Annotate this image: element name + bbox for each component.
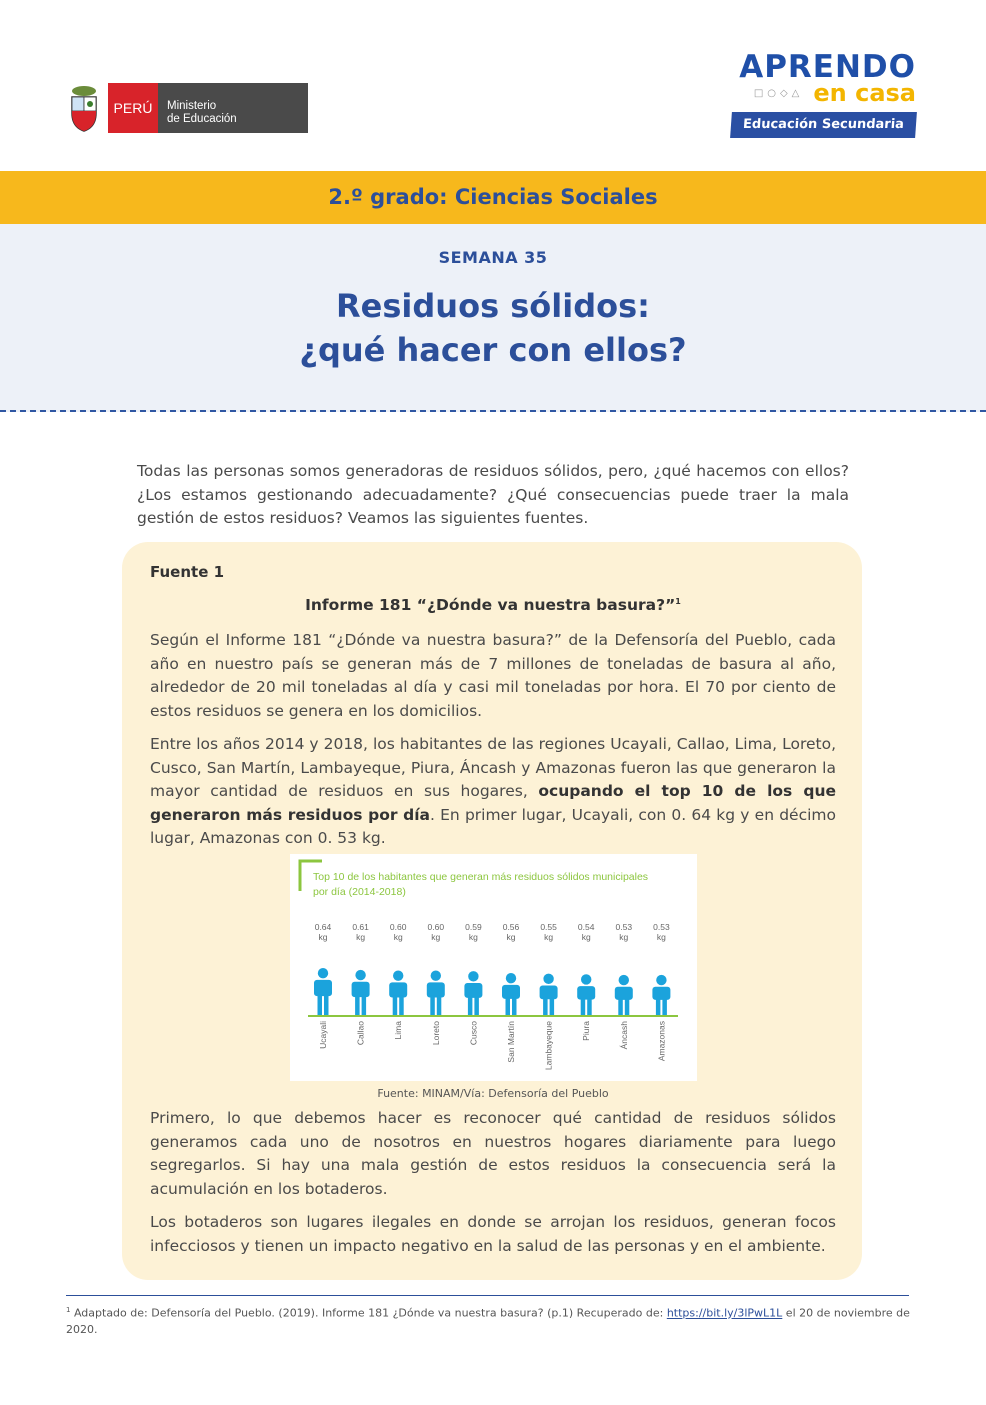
category-label: Callao xyxy=(355,1021,366,1046)
person-figure-leg xyxy=(437,996,442,1015)
person-figure-torso xyxy=(615,987,633,1000)
footnote-ref: 1 xyxy=(675,596,681,606)
value-label: 0.60 xyxy=(389,922,407,932)
person-figure-leg xyxy=(625,998,630,1015)
person-figure-head xyxy=(318,968,328,978)
aprendo-en-casa-logo xyxy=(716,50,916,138)
category-label: Cusco xyxy=(468,1021,479,1046)
source-paragraph-2 xyxy=(150,733,836,851)
person-figure-leg xyxy=(362,995,367,1015)
person-figure-head xyxy=(656,975,666,985)
person-figure-leg xyxy=(318,994,323,1015)
chart-svg xyxy=(290,854,697,1081)
person-figure-head xyxy=(468,971,478,981)
value-label: 0.64 xyxy=(314,922,332,932)
person-figure-leg xyxy=(543,998,548,1015)
shapes-icon: □○◇△ xyxy=(753,87,804,99)
value-label: 0.61 xyxy=(352,922,369,932)
footnote-number: 1 xyxy=(66,1306,71,1314)
person-figure-leg xyxy=(393,996,398,1015)
value-label: 0.55 xyxy=(540,922,557,932)
person-figure-head xyxy=(543,974,553,984)
ministry-line2: de Educación xyxy=(167,113,237,125)
person-figure-head xyxy=(619,975,629,985)
person-figure-leg xyxy=(506,997,511,1015)
unit-label: kg xyxy=(356,932,366,942)
unit-label: kg xyxy=(656,932,666,942)
person-figure-head xyxy=(431,971,441,981)
source-paragraph-4: Los botaderos son lugares ilegales en donde se arrojan los residuos, generan focos infecciosos y tienen un impacto negativo en la salud de las personas y en el ambiente. xyxy=(150,1213,836,1255)
ministry-name xyxy=(158,83,308,133)
p2-text-bold: ocupando el top 10 de los que generaron más residuos por día xyxy=(150,782,836,824)
chart-title-line2: por día (2014-2018) xyxy=(313,886,406,898)
person-figure-torso xyxy=(427,982,445,997)
person-figure-torso xyxy=(464,983,482,998)
coat-of-arms-icon xyxy=(64,83,104,133)
person-figure-leg xyxy=(474,996,479,1015)
week-label: SEMANA 35 xyxy=(438,248,548,267)
value-label: 0.54 xyxy=(577,922,595,932)
unit-label: kg xyxy=(431,932,441,942)
p2-text-a: Entre los años 2014 y 2018, los habitantes de las regiones Ucayali, Callao, Lima, Loreto, Cusco, San Martín, Lambayeque, Piura, Áncash y Amazonas fueron las que generaron la mayor cantidad de residuos en sus hogares, xyxy=(150,735,836,800)
ministry-logo xyxy=(64,83,308,133)
p2-text-c: . En primer lugar, Ucayali, con 0. 64 kg y en décimo lugar, Amazonas con 0. 53 kg. xyxy=(150,805,836,847)
person-figure-leg xyxy=(512,997,517,1015)
category-label: Lima xyxy=(393,1021,404,1040)
unit-label: kg xyxy=(544,932,554,942)
unit-label: kg xyxy=(468,932,478,942)
value-label: 0.59 xyxy=(465,922,482,932)
unit-label: kg xyxy=(619,932,629,942)
person-figure-head xyxy=(393,971,403,981)
unit-label: kg xyxy=(318,932,328,942)
unit-label: kg xyxy=(393,932,403,942)
report-title xyxy=(150,596,836,614)
unit-label: kg xyxy=(581,932,591,942)
peru-label: PERÚ xyxy=(108,83,158,133)
title-line2: ¿qué hacer con ellos? xyxy=(299,331,687,369)
person-figure-leg xyxy=(618,998,623,1015)
person-figure-leg xyxy=(324,994,329,1015)
category-label: Loreto xyxy=(430,1021,441,1046)
report-title-text: Informe 181 “¿Dónde va nuestra basura?” xyxy=(305,596,676,614)
category-label: Amazonas xyxy=(656,1021,667,1062)
unit-label: kg xyxy=(506,932,516,942)
brand-line1: APRENDO xyxy=(739,49,916,85)
chart-source: Fuente: MINAM/Vía: Defensoría del Pueblo xyxy=(377,1087,609,1100)
ministry-line1: Ministerio xyxy=(167,100,217,112)
person-figure-head xyxy=(506,973,516,983)
value-label: 0.53 xyxy=(653,922,670,932)
category-label: Áncash xyxy=(618,1021,629,1050)
person-figure-leg xyxy=(399,996,404,1015)
person-figure-torso xyxy=(389,982,407,997)
intro-paragraph: Todas las personas somos generadoras de residuos sólidos, pero, ¿qué hacemos con ellos? ¿Los estamos gestionando adecuadamente? ¿Qué consecuencias puede traer la mala gestión de estos residuos? Veamos las siguientes fuentes. xyxy=(137,462,849,527)
chart-title-line1: Top 10 de los habitantes que generan más residuos sólidos municipales xyxy=(313,871,649,883)
source-paragraph-1: Según el Informe 181 “¿Dónde va nuestra basura?” de la Defensoría del Pueblo, cada año en nuestro país se generan más de 7 millones de toneladas de basura al año, alrededor de 20 mil toneladas al día y casi mil toneladas por hora. El 70 por ciento de estos residuos se genera en los domicilios. xyxy=(150,631,836,720)
brand-line2: en casa xyxy=(813,79,916,107)
value-label: 0.60 xyxy=(427,922,445,932)
person-figure-head xyxy=(581,974,591,984)
value-label: 0.53 xyxy=(615,922,633,932)
value-label: 0.56 xyxy=(502,922,520,932)
source-paragraph-3: Primero, lo que debemos hacer es reconocer qué cantidad de residuos sólidos generamos cada uno de nosotros en nuestros hogares diariamente para luego segregarlos. Si hay una mala gestión de estos residuos la consecuencia será la acumulación en los botaderos. xyxy=(150,1109,836,1198)
category-label: Lambayeque xyxy=(543,1021,554,1071)
person-figure-leg xyxy=(587,998,592,1015)
person-figure-torso xyxy=(352,982,370,997)
person-figure-leg xyxy=(550,998,555,1015)
grade-title: 2.º grado: Ciencias Sociales xyxy=(328,185,658,209)
person-figure-leg xyxy=(581,998,586,1015)
footnote xyxy=(66,1302,911,1338)
footnote-divider xyxy=(66,1295,909,1296)
footnote-after: el 20 de noviembre de 2020. xyxy=(66,1306,910,1336)
category-label: San Martín xyxy=(506,1021,516,1063)
page-title xyxy=(0,284,986,372)
person-figure-torso xyxy=(540,986,558,1000)
person-figure-leg xyxy=(355,995,360,1015)
person-figure-leg xyxy=(468,996,473,1015)
person-figure-torso xyxy=(652,987,670,1000)
brand-badge: Educación Secundaria xyxy=(730,112,917,138)
category-label: Ucayali xyxy=(318,1021,328,1049)
title-line1: Residuos sólidos: xyxy=(336,287,650,325)
person-figure-torso xyxy=(577,986,595,999)
footnote-text: Adaptado de: Defensoría del Pueblo. (2019). Informe 181 ¿Dónde va nuestra basura? (p.1) Recuperado de: xyxy=(73,1306,667,1320)
footnote-link[interactable]: https://bit.ly/3lPwL1L xyxy=(666,1306,783,1320)
person-figure-head xyxy=(355,970,365,980)
source-label: Fuente 1 xyxy=(150,563,225,581)
person-figure-torso xyxy=(314,980,332,996)
person-figure-torso xyxy=(502,985,520,999)
person-figure-leg xyxy=(662,998,667,1015)
person-figure-leg xyxy=(430,996,435,1015)
person-figure-leg xyxy=(656,998,661,1015)
category-label: Piura xyxy=(581,1021,592,1041)
waste-chart xyxy=(290,854,697,1081)
